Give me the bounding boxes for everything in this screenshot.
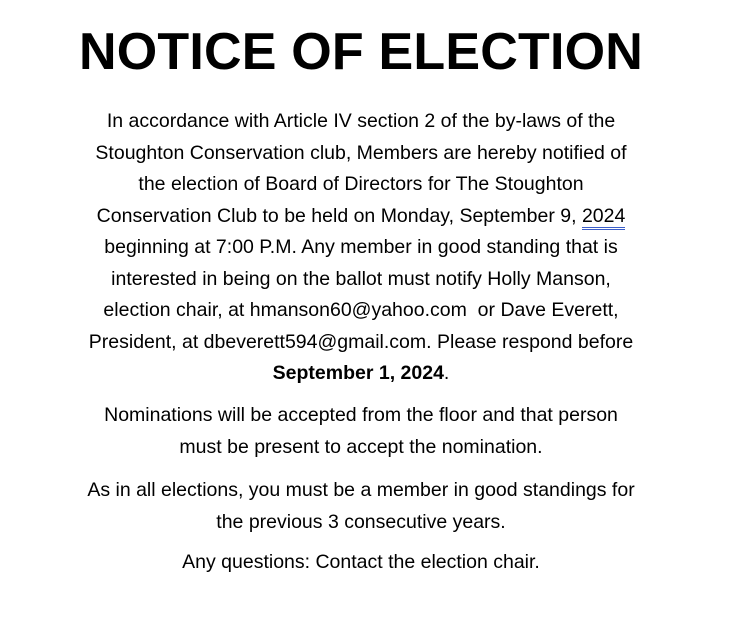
paragraph-line: the previous 3 consecutive years. — [216, 510, 506, 533]
response-deadline: September 1, 2024 — [272, 362, 444, 384]
contact-line: election chair, at hmanson60@yahoo.com or Dave Everett, — [103, 299, 619, 321]
paragraph-line: the election of Board of Directors for The Stoughton — [138, 173, 584, 195]
paragraph-line: Nominations will be accepted from the floor and that person — [104, 404, 618, 426]
paragraph-line: beginning at 7:00 P.M. Any member in good standing that is — [104, 236, 618, 258]
paragraph-line: Stoughton Conservation club, Members are hereby notified of — [95, 141, 627, 164]
notice-title: NOTICE OF ELECTION — [78, 23, 644, 81]
paragraph-line: Conservation Club to be held on Monday, September 9, — [96, 204, 582, 227]
nominations-paragraph — [40, 400, 682, 463]
paragraph-line: interested in being on the ballot must notify Holly Manson, — [111, 267, 611, 290]
paragraph-line: As in all elections, you must be a member in good standings for — [87, 479, 635, 501]
questions-paragraph: Any questions: Contact the election chair. — [182, 551, 540, 573]
paragraph-line: must be present to accept the nomination. — [179, 435, 543, 458]
eligibility-paragraph — [40, 475, 682, 538]
contact-line: President, at dbeverett594@gmail.com. Please respond before — [88, 330, 634, 353]
election-year: 2024 — [582, 205, 625, 230]
election-announcement-paragraph — [40, 106, 682, 390]
paragraph-line: In accordance with Article IV section 2 of the by-laws of the — [106, 110, 616, 132]
deadline-period: . — [443, 362, 450, 384]
